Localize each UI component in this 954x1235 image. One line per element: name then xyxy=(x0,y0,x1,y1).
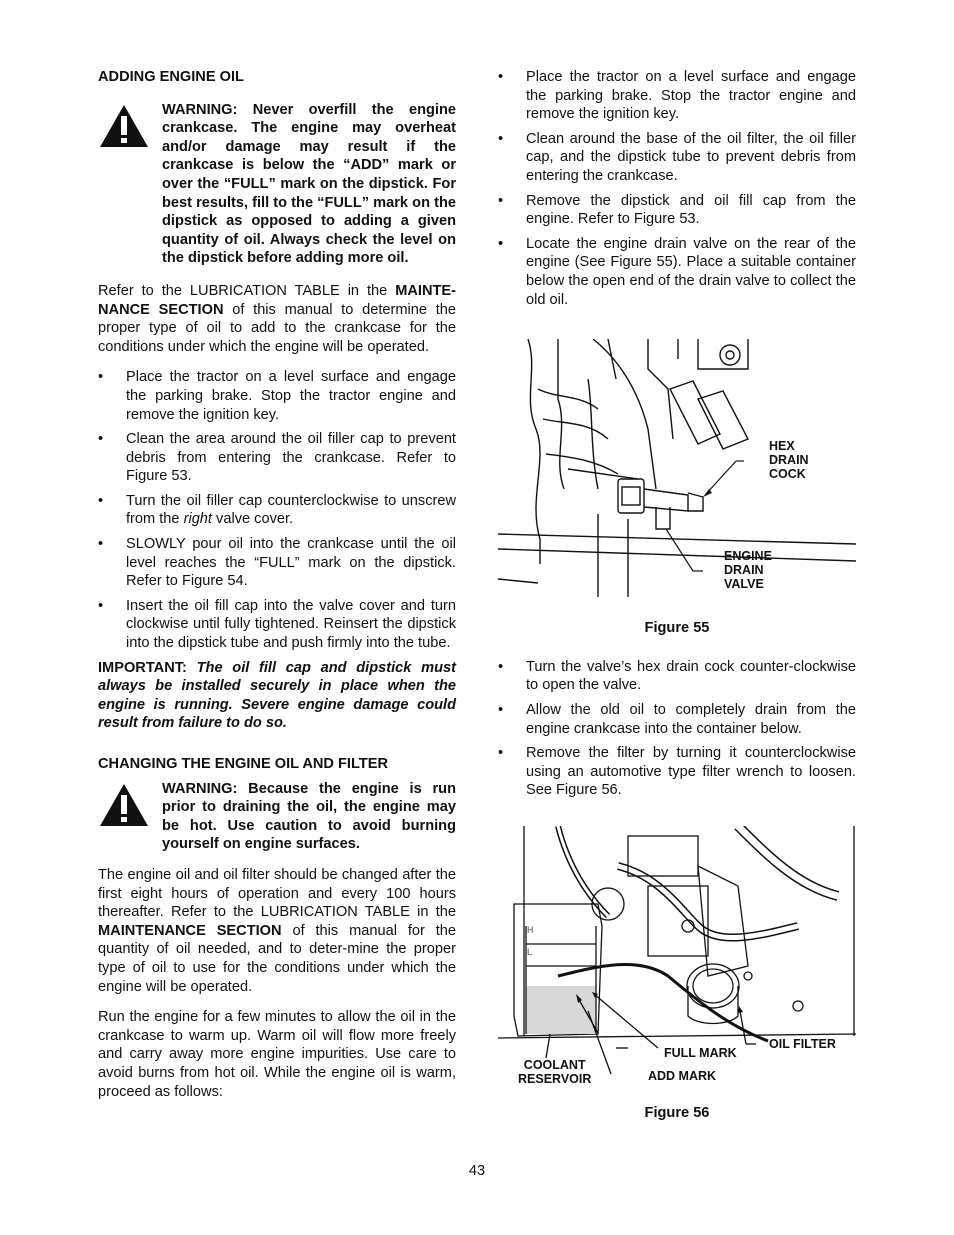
figure-55 xyxy=(498,339,856,597)
warning-icon xyxy=(98,782,150,828)
bullet-glyph: • xyxy=(98,492,104,509)
changing-oil-heading: CHANGING THE ENGINE OIL AND FILTER xyxy=(98,756,388,772)
adding-engine-oil-heading: ADDING ENGINE OIL xyxy=(98,69,244,85)
list-item-text: Place the tractor on a level surface and engage the parking brake. Stop the tractor engine and remove the ignition key. xyxy=(126,369,456,423)
hex-drain-cock-label: HEX DRAIN COCK xyxy=(769,439,809,482)
refer-text-bold: MAINTE-NANCE SECTION xyxy=(98,282,456,318)
adding-bullet-list xyxy=(98,368,456,652)
list-item-text: Place the tractor on a level surface and engage the parking brake. Stop the tractor engine and remove the ignition key. xyxy=(526,69,856,123)
reservoir-mark-l: L xyxy=(527,946,533,957)
changing-warning xyxy=(98,780,456,854)
left-column xyxy=(98,68,456,1101)
refer-text-2: of this manual to determine the proper type of oil to add to the crankcase for the conditions under which the engine will be operated. xyxy=(98,301,456,355)
adding-warning xyxy=(98,101,456,268)
bullet-glyph: • xyxy=(498,192,504,209)
list-item xyxy=(498,658,856,695)
engine-drain-valve-label: ENGINE DRAIN VALVE xyxy=(724,549,772,592)
list-item xyxy=(498,235,856,309)
list-item-text: valve cover. xyxy=(211,511,294,528)
list-item-text: SLOWLY pour oil into the crankcase until the oil level reaches the “FULL” mark on the dipstick. Refer to Figure 54. xyxy=(126,536,456,590)
list-item-text: Locate the engine drain valve on the rear of the engine (See Figure 55). Place a suitable container below the open end of the drain valve to collect the old oil. xyxy=(526,235,856,308)
bullet-glyph: • xyxy=(498,130,504,147)
list-item xyxy=(98,535,456,591)
list-item xyxy=(98,368,456,424)
bullet-glyph: • xyxy=(498,69,504,85)
adding-warning-text: WARNING: Never overfill the engine crankcase. The engine may overheat and/or damage may result if the crankcase is below the “ADD” mark or over the “FULL” mark on the dipstick. For best results, fill to the “FULL” mark on the dipstick as opposed to adding a given quantity of oil. Always check the level on the dipstick before adding more oil. xyxy=(162,101,456,267)
bullet-glyph: • xyxy=(498,658,504,675)
list-item-text: Remove the dipstick and oil fill cap from the engine. Refer to Figure 53. xyxy=(526,192,856,228)
run-engine-paragraph: Run the engine for a few minutes to allow the oil in the crankcase to warm up. Warm oil will flow more freely and carry away more engine impurities. Use care to avoid burns from hot oil. While the engine oil is warm, proceed as follows: xyxy=(98,1009,456,1100)
figure-55-caption: Figure 55 xyxy=(644,620,710,637)
filter-bullet-list xyxy=(498,658,856,800)
important-text: The oil fill cap and dipstick must always be installed securely in place when the engine is running. Severe engine damage could result from failure to do so. xyxy=(98,659,456,732)
changing-text-1: The engine oil and oil filter should be changed after the first eight hours of operation and every 100 hours thereafter. Refer to the LUBRICATION TABLE in the xyxy=(98,866,456,921)
bullet-glyph: • xyxy=(498,745,504,762)
list-item-text: Turn the oil filler cap counterclockwise to unscrew from the xyxy=(126,492,456,528)
right-column xyxy=(498,68,856,1122)
bullet-glyph: • xyxy=(98,597,104,614)
list-item xyxy=(498,130,856,186)
important-label: IMPORTANT: xyxy=(98,659,187,676)
changing-paragraph xyxy=(98,866,456,996)
list-item-text: Remove the filter by turning it counterclockwise using an automotive type filter wrench to loosen. See Figure 56. xyxy=(526,745,856,799)
list-item xyxy=(498,701,856,738)
changing-text-2: of this manual for the quantity of oil needed, and to deter-mine the proper type of oil to use for the conditions under which the engine will be operated. xyxy=(98,922,457,995)
refer-paragraph xyxy=(98,282,456,356)
bullet-glyph: • xyxy=(498,235,504,252)
list-item-text: Allow the old oil to completely drain from the engine crankcase into the container below. xyxy=(526,701,856,737)
oil-filter-label: OIL FILTER xyxy=(769,1036,836,1051)
list-item xyxy=(98,492,456,529)
full-mark-label: FULL MARK xyxy=(664,1045,737,1060)
changing-text-bold: MAINTENANCE SECTION xyxy=(98,922,282,939)
figure-56 xyxy=(498,826,856,1098)
bullet-glyph: • xyxy=(498,701,504,718)
list-item xyxy=(498,744,856,800)
list-item-text: Insert the oil fill cap into the valve cover and turn clockwise until fully tightened. Reinsert the dipstick into the dipstick tube and push firmly into the tube. xyxy=(126,597,456,652)
list-item-text: Clean around the base of the oil filter, the oil filler cap, and the dipstick tube to prevent debris from entering the crankcase. xyxy=(526,130,856,184)
list-item xyxy=(498,192,856,229)
refer-text-1: Refer to the LUBRICATION TABLE in the xyxy=(98,282,396,299)
changing-warning-text: WARNING: Because the engine is run prior to draining the oil, the engine may be hot. Use caution to avoid burning yourself on engine surfaces. xyxy=(162,780,456,853)
coolant-reservoir-label: COOLANT RESERVOIR xyxy=(518,1057,592,1086)
list-item-text: Turn the valve’s hex drain cock counter-clockwise to open the valve. xyxy=(526,658,856,694)
reservoir-mark-h: H xyxy=(527,924,534,935)
add-mark-label: ADD MARK xyxy=(648,1068,717,1083)
warning-icon xyxy=(98,103,150,149)
list-item xyxy=(98,597,456,653)
list-item-text: Clean the area around the oil filler cap to prevent debris from entering the crankcase. Refer to Figure 53. xyxy=(126,431,456,485)
bullet-glyph: • xyxy=(98,431,104,448)
page-number: 43 xyxy=(468,1163,486,1179)
bullet-glyph: • xyxy=(98,536,104,553)
list-item xyxy=(498,68,856,124)
bullet-glyph: • xyxy=(98,369,104,386)
figure-56-caption: Figure 56 xyxy=(644,1104,710,1121)
list-item xyxy=(98,430,456,486)
drain-bullet-list xyxy=(498,68,856,309)
important-note xyxy=(98,659,456,733)
italic-word: right xyxy=(183,511,212,528)
